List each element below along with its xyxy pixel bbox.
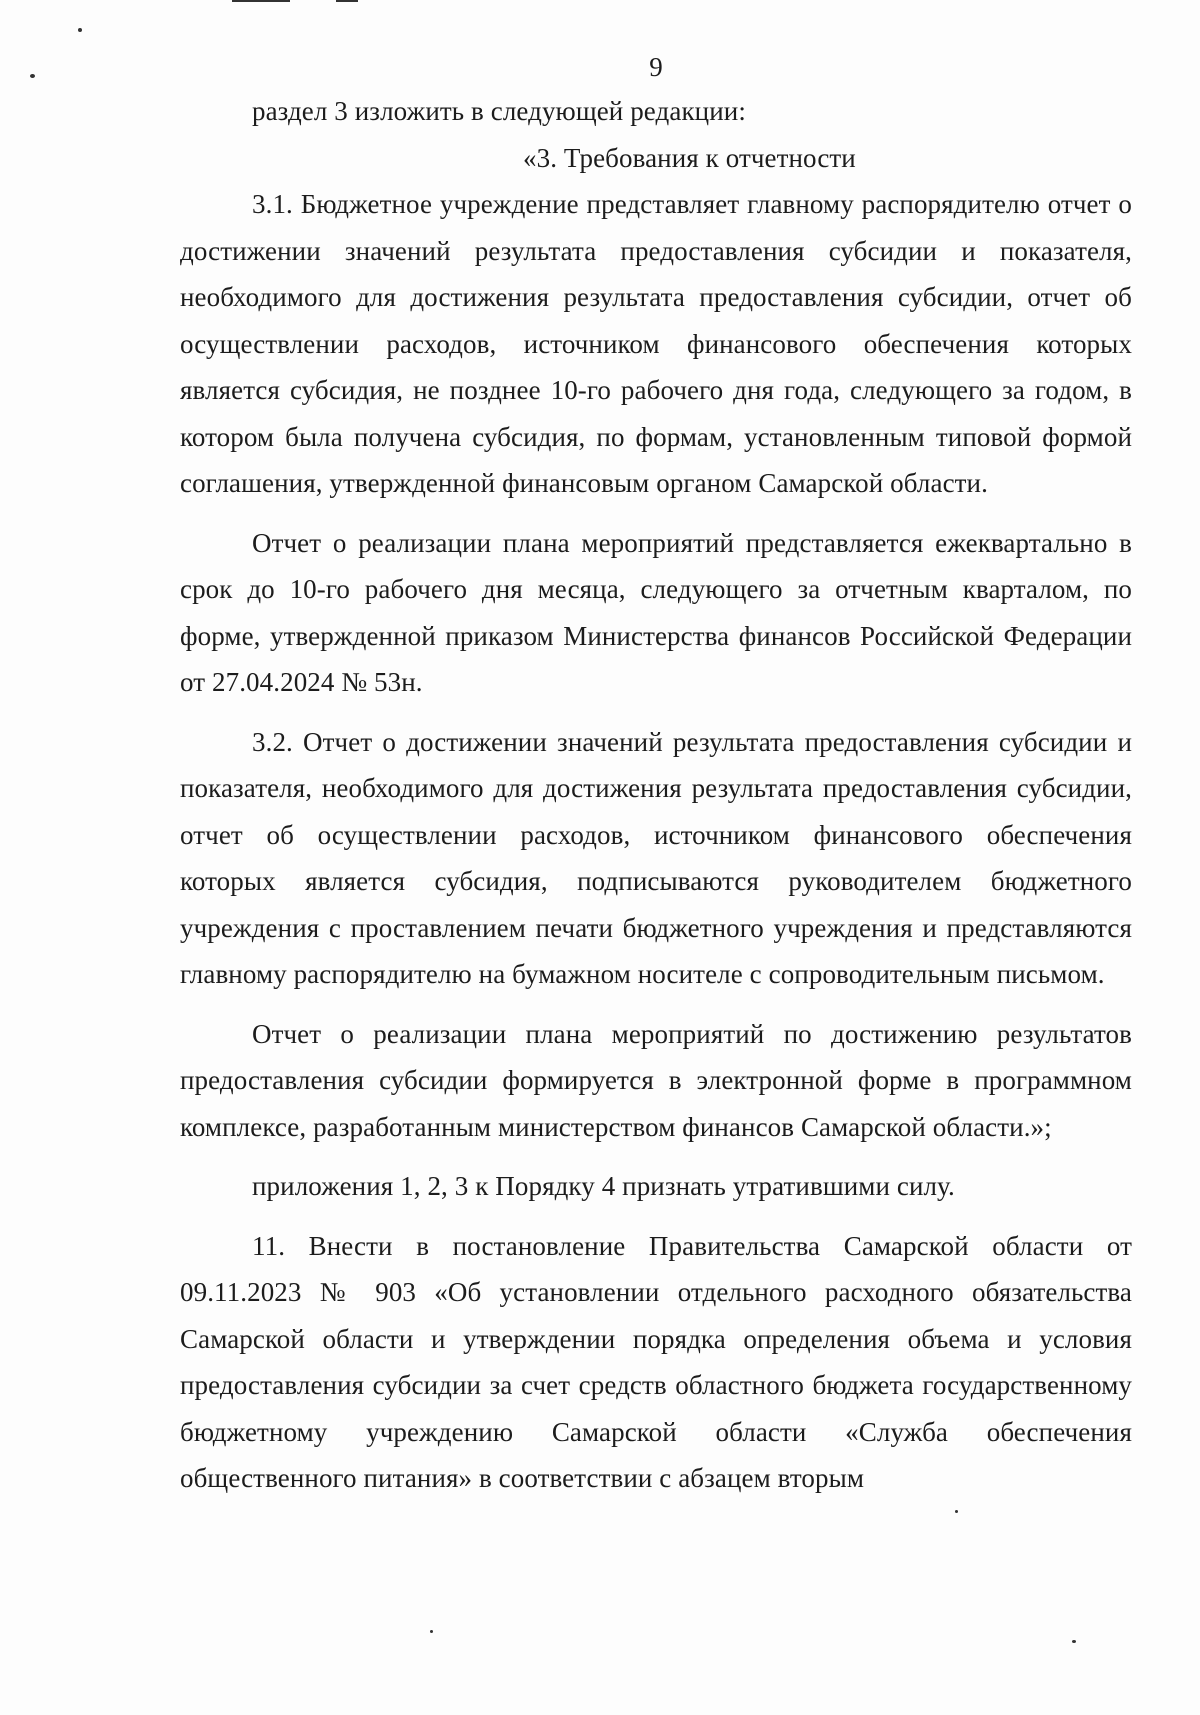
section-heading: «3. Требования к отчетности (523, 142, 856, 173)
page-number: 9 (649, 52, 663, 82)
paragraph-3-1: 3.1. Бюджетное учреждение представляет главному распорядителю отчет о достижении значений результата предоставления субсидии и показателя, необходимого для достижения результата предоставления субсидии, отчет об осуществлении расходов, источником финансового обеспечения которых является субсидия, не позднее 10-го рабочего дня года, следующего за годом, в котором была получена субсидия, по формам, установленным типовой формой соглашения, утвержденной финансовым органом Самарской области. (180, 189, 1132, 498)
paragraph-plan-report: Отчет о реализации плана мероприятий представляется ежеквартально в срок до 10-го рабочего дня месяца, следующего за отчетным кварталом, по форме, утвержденной приказом Министерства финансов Российской Федерации от 27.04.2024 № 53н. (180, 527, 1132, 697)
scan-artifact (232, 0, 290, 2)
paragraph-intro: раздел 3 изложить в следующей редакции: (252, 96, 746, 126)
paragraph-11: 11. Внести в постановление Правительства Самарской области от 09.11.2023 № 903 «Об установлении отдельного расходного обязательства Самарской области и утверждении порядка определения объема и условия предоставления субсидии за счет средств областного бюджета государственному бюджетному учреждению Самарской области «Служба обеспечения общественного питания» в соответствии с абзацем вторым (180, 1230, 1132, 1493)
scan-artifact (430, 1630, 433, 1633)
scan-artifact (1072, 1640, 1076, 1643)
scan-artifact (336, 0, 358, 2)
scan-artifact (955, 1510, 958, 1513)
paragraph-plan-electronic: Отчет о реализации плана мероприятий по достижению результатов предоставления субсидии формируется в электронной форме в программном комплексе, разработанным министерством финансов Самарской области.»; (180, 1018, 1132, 1142)
scan-artifact (78, 28, 82, 32)
document-body (180, 88, 1132, 1502)
paragraph-3-2: 3.2. Отчет о достижении значений результата предоставления субсидии и показателя, необходимого для достижения результата предоставления субсидии, отчет об осуществлении расходов, источником финансового обеспечения которых является субсидия, подписываются руководителем бюджетного учреждения с проставлением печати бюджетного учреждения и представляются главному распорядителю на бумажном носителе с сопроводительным письмом. (180, 726, 1132, 989)
paragraph-appendices: приложения 1, 2, 3 к Порядку 4 признать утратившими силу. (252, 1171, 955, 1201)
